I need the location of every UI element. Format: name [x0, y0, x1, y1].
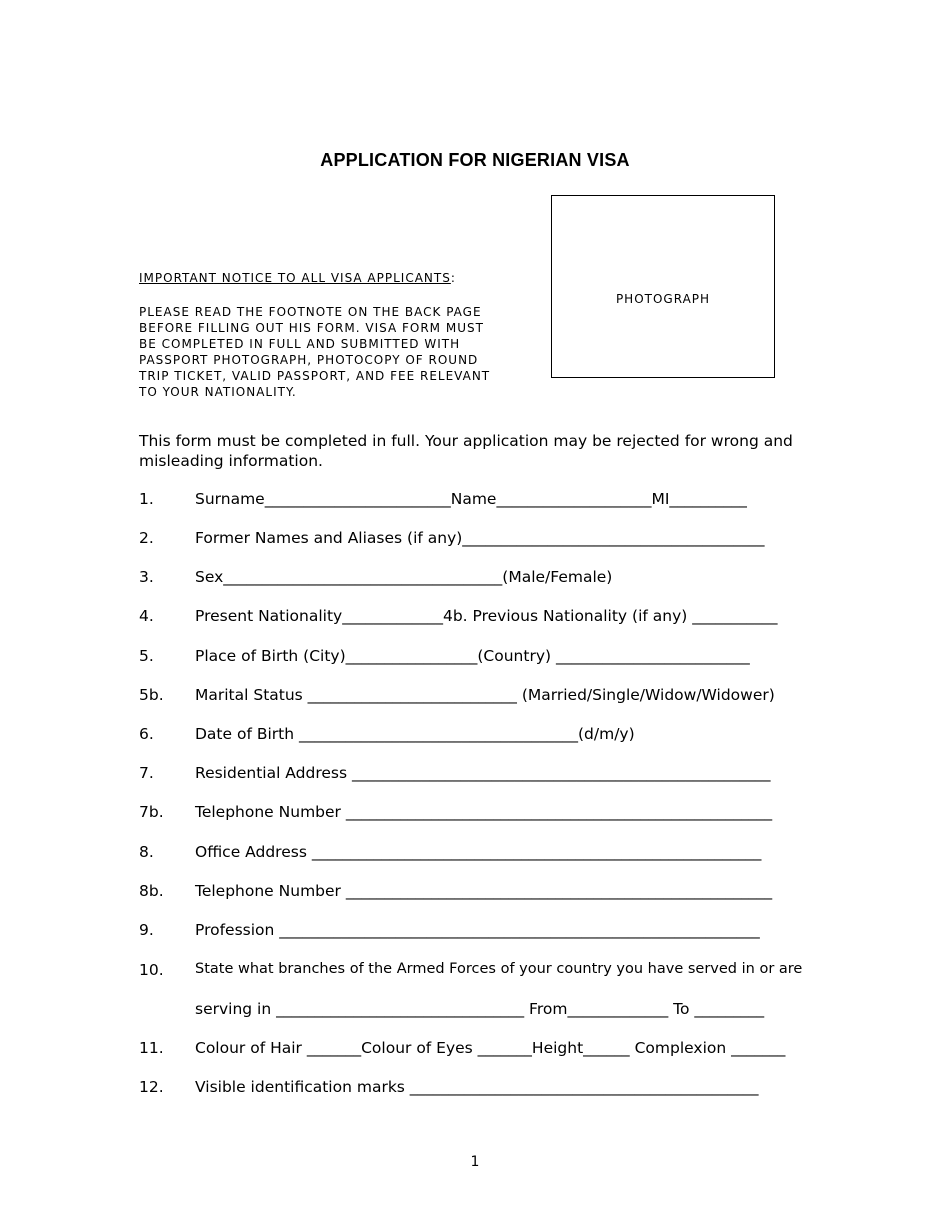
notice-line: PLEASE READ THE FOOTNOTE ON THE BACK PAGE [139, 305, 482, 319]
field-number: 8b. [139, 882, 164, 900]
photograph-box [551, 195, 775, 378]
field-text[interactable]: Former Names and Aliases (if any)_______________________________________ [195, 529, 765, 547]
field-text[interactable]: Date of Birth ____________________________________(d/m/y) [195, 725, 635, 743]
field-text[interactable]: Colour of Hair _______Colour of Eyes _______Height______ Complexion _______ [195, 1039, 786, 1057]
field-number: 10. [139, 961, 164, 979]
field-text[interactable]: Residential Address ______________________________________________________ [195, 764, 771, 782]
field-number: 5. [139, 647, 154, 665]
field-text[interactable]: Profession ______________________________________________________________ [195, 921, 760, 939]
form-title: APPLICATION FOR NIGERIAN VISA [320, 150, 630, 170]
field-text[interactable]: Telephone Number _______________________________________________________ [195, 882, 773, 900]
notice-line: TO YOUR NATIONALITY. [139, 385, 297, 399]
field-number: 2. [139, 529, 154, 547]
field-text[interactable]: Telephone Number _______________________________________________________ [195, 803, 773, 821]
field-text[interactable]: Marital Status ___________________________ (Married/Single/Widow/Widower) [195, 686, 775, 704]
field-text[interactable]: Present Nationality_____________4b. Previous Nationality (if any) ___________ [195, 607, 778, 625]
field-text[interactable]: serving in ________________________________ From_____________ To _________ [195, 1000, 765, 1018]
notice-line: PASSPORT PHOTOGRAPH, PHOTOCOPY OF ROUND [139, 353, 479, 367]
intro-paragraph [139, 431, 819, 471]
field-number: 1. [139, 490, 154, 508]
field-text[interactable]: Sex____________________________________(Male/Female) [195, 568, 613, 586]
intro-line-2: misleading information. [139, 452, 323, 470]
field-text[interactable]: Place of Birth (City)_________________(Country) _________________________ [195, 647, 750, 665]
field-number: 8. [139, 843, 154, 861]
field-text[interactable]: Office Address __________________________________________________________ [195, 843, 762, 861]
field-number: 7. [139, 764, 154, 782]
field-number: 5b. [139, 686, 164, 704]
notice-heading-colon: : [450, 271, 456, 285]
field-text[interactable]: Visible identification marks _____________________________________________ [195, 1078, 759, 1096]
notice-line: TRIP TICKET, VALID PASSPORT, AND FEE RELEVANT [139, 369, 491, 383]
field-number: 12. [139, 1078, 164, 1096]
field-number: 3. [139, 568, 154, 586]
field-number: 9. [139, 921, 154, 939]
intro-line-1: This form must be completed in full. Your application may be rejected for wrong and [139, 432, 793, 450]
notice-line: BE COMPLETED IN FULL AND SUBMITTED WITH [139, 337, 461, 351]
notice-line: BEFORE FILLING OUT HIS FORM. VISA FORM MUST [139, 321, 484, 335]
photograph-label: PHOTOGRAPH [615, 292, 711, 306]
field-text: State what branches of the Armed Forces of your country you have served in or are [195, 961, 803, 977]
field-text[interactable]: Surname________________________Name____________________MI__________ [195, 490, 747, 508]
field-number: 6. [139, 725, 154, 743]
notice-body [139, 304, 539, 400]
field-number: 11. [139, 1039, 164, 1057]
field-number: 7b. [139, 803, 164, 821]
notice-heading-text: IMPORTANT NOTICE TO ALL VISA APPLICANTS [139, 271, 451, 285]
notice-heading [139, 271, 456, 285]
field-number: 4. [139, 607, 154, 625]
page-number: 1 [470, 1154, 480, 1170]
